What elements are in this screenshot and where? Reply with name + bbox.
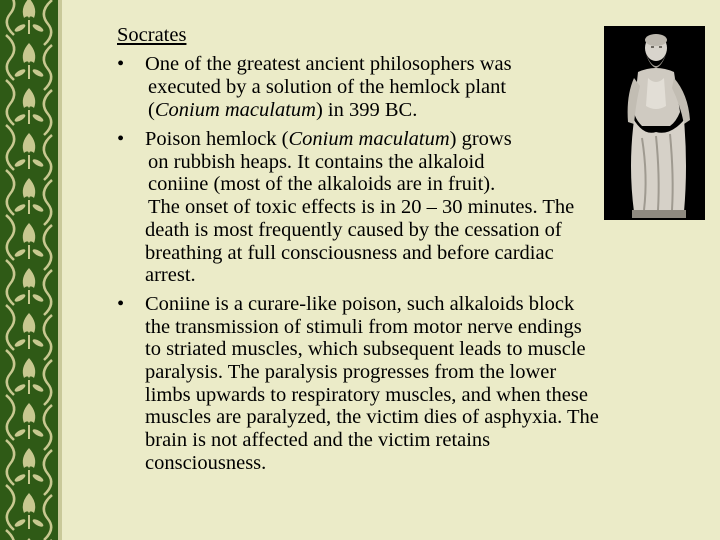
decorative-floral-border: [0, 0, 58, 540]
bullet-item-2: [117, 128, 687, 287]
text-line: coniine (most of the alkaloids are in fruit).: [148, 173, 496, 196]
bullet-item-1: [117, 53, 687, 122]
slide-title: Socrates: [117, 24, 187, 46]
text-line: muscles are paralyzed, the victim dies of asphyxia. The: [145, 406, 599, 429]
floral-motif: [6, 0, 52, 45]
text-line: breathing at full consciousness and before cardiac: [145, 241, 554, 264]
bullet-symbol: •: [117, 128, 125, 150]
bullet-symbol: •: [117, 53, 125, 75]
bullet-item-3: [117, 293, 687, 475]
text-line: Coniine is a curare-like poison, such alkaloids block: [145, 292, 575, 315]
slide-content: [117, 24, 687, 481]
floral-pattern: [0, 0, 58, 540]
text-line: on rubbish heaps. It contains the alkaloid: [148, 150, 485, 173]
text-line: consciousness.: [145, 451, 267, 474]
italic-species-name: Conium maculatum: [154, 99, 316, 121]
text-line: brain is not affected and the victim retains: [145, 429, 491, 452]
text-line: arrest.: [145, 264, 196, 287]
italic-species-name: Conium maculatum: [288, 128, 450, 150]
text-line: the transmission of stimuli from motor nerve endings: [145, 315, 582, 338]
text-line: executed by a solution of the hemlock plant: [148, 76, 507, 98]
text-line: limbs upwards to respiratory muscles, and when these: [145, 383, 588, 406]
text-line: to striated muscles, which subsequent leads to muscle: [145, 338, 586, 361]
text-line-with-italic: (Conium maculatum) in 399 BC.: [148, 99, 418, 121]
text-line-with-italic: Poison hemlock (Conium maculatum) grows: [145, 128, 512, 150]
text-line: The onset of toxic effects is in 20 – 30 minutes. The: [148, 196, 575, 219]
text-line: One of the greatest ancient philosophers was: [145, 53, 512, 75]
text-line: death is most frequently caused by the cessation of: [145, 218, 562, 241]
text-line: paralysis. The paralysis progresses from the lower: [145, 361, 557, 384]
border-divider: [58, 0, 62, 540]
bullet-symbol: •: [117, 292, 125, 315]
